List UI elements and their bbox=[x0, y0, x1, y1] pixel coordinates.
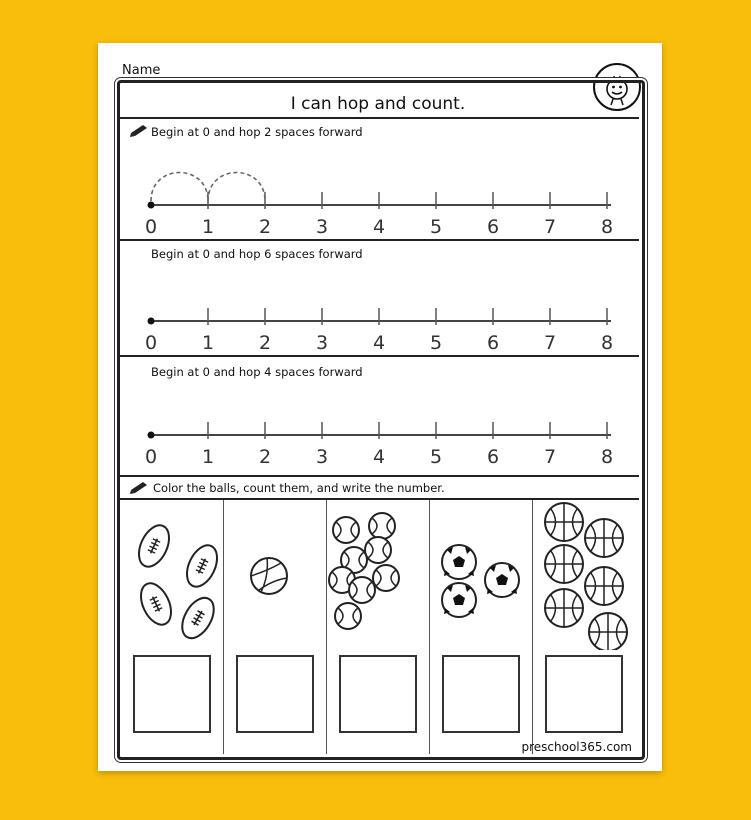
number-label: 3 bbox=[315, 216, 329, 238]
number-label: 8 bbox=[600, 446, 614, 468]
answer-box[interactable] bbox=[442, 655, 520, 733]
answer-box[interactable] bbox=[236, 655, 314, 733]
number-label: 2 bbox=[258, 332, 272, 354]
exercise-row-1 bbox=[117, 119, 639, 241]
tennis-ball-group bbox=[326, 500, 429, 650]
ball-column-soccer-balls bbox=[429, 500, 533, 754]
football-icon bbox=[176, 592, 221, 643]
volleyball-icon bbox=[251, 558, 287, 594]
answer-box[interactable] bbox=[133, 655, 211, 733]
worksheet-title: I can hop and count. bbox=[117, 91, 639, 119]
worksheet-page bbox=[98, 43, 662, 771]
basketball-icon bbox=[585, 519, 623, 557]
number-label: 4 bbox=[372, 446, 386, 468]
soccer-ball-icon bbox=[442, 545, 476, 579]
number-label: 5 bbox=[429, 332, 443, 354]
answer-box[interactable] bbox=[545, 655, 623, 733]
number-label: 5 bbox=[429, 446, 443, 468]
number-label: 6 bbox=[486, 216, 500, 238]
hop-arc bbox=[151, 173, 208, 202]
soccer-ball-icon bbox=[485, 563, 519, 597]
football-icon bbox=[133, 521, 175, 572]
football-group bbox=[120, 500, 223, 650]
soccer-ball-icon bbox=[442, 583, 476, 617]
number-label: 0 bbox=[144, 216, 158, 238]
basketball-group bbox=[532, 500, 635, 650]
number-label: 0 bbox=[144, 446, 158, 468]
hop-arc bbox=[208, 173, 265, 202]
number-label: 8 bbox=[600, 332, 614, 354]
exercise-instruction: Begin at 0 and hop 4 spaces forward bbox=[151, 365, 363, 379]
name-label: Name bbox=[122, 63, 161, 78]
number-label: 2 bbox=[258, 216, 272, 238]
tennis-ball-icon bbox=[373, 565, 399, 591]
ball-column-basketballs bbox=[532, 500, 635, 754]
number-label: 3 bbox=[315, 446, 329, 468]
number-label: 8 bbox=[600, 216, 614, 238]
number-label: 6 bbox=[486, 332, 500, 354]
number-label: 3 bbox=[315, 332, 329, 354]
tennis-ball-icon bbox=[333, 517, 359, 543]
basketball-icon bbox=[545, 545, 583, 583]
exercise-row-2 bbox=[117, 241, 639, 357]
tennis-ball-icon bbox=[369, 513, 395, 539]
number-line[interactable] bbox=[117, 357, 639, 475]
number-label: 4 bbox=[372, 332, 386, 354]
number-label: 7 bbox=[543, 446, 557, 468]
soccer-ball-group bbox=[429, 500, 532, 650]
volleyball-group bbox=[223, 500, 326, 650]
exercise-instruction: Begin at 0 and hop 2 spaces forward bbox=[151, 125, 363, 139]
footer-website: preschool365.com bbox=[521, 740, 632, 754]
number-label: 5 bbox=[429, 216, 443, 238]
basketball-icon bbox=[589, 613, 627, 650]
pencil-icon bbox=[129, 480, 149, 494]
number-label: 4 bbox=[372, 216, 386, 238]
exercise-instruction: Begin at 0 and hop 6 spaces forward bbox=[151, 247, 363, 261]
football-icon bbox=[181, 541, 223, 592]
number-line[interactable] bbox=[117, 119, 639, 239]
ball-column-volleyball bbox=[223, 500, 327, 754]
number-label: 2 bbox=[258, 446, 272, 468]
basketball-icon bbox=[545, 503, 583, 541]
ball-instruction: Color the balls, count them, and write the number. bbox=[153, 481, 445, 495]
tennis-ball-icon bbox=[335, 603, 361, 629]
number-label: 1 bbox=[201, 216, 215, 238]
basketball-icon bbox=[545, 589, 583, 627]
number-label: 1 bbox=[201, 446, 215, 468]
number-label: 7 bbox=[543, 332, 557, 354]
number-line[interactable] bbox=[117, 241, 639, 355]
football-icon bbox=[135, 579, 177, 630]
exercise-row-3 bbox=[117, 357, 639, 477]
basketball-icon bbox=[585, 567, 623, 605]
tennis-ball-icon bbox=[365, 537, 391, 563]
number-label: 1 bbox=[201, 332, 215, 354]
number-label: 0 bbox=[144, 332, 158, 354]
number-label: 7 bbox=[543, 216, 557, 238]
ball-instruction-row bbox=[117, 477, 639, 500]
tennis-ball-icon bbox=[349, 577, 375, 603]
number-label: 6 bbox=[486, 446, 500, 468]
answer-box[interactable] bbox=[339, 655, 417, 733]
ball-column-footballs bbox=[120, 500, 224, 754]
ball-column-tennis-balls bbox=[326, 500, 430, 754]
